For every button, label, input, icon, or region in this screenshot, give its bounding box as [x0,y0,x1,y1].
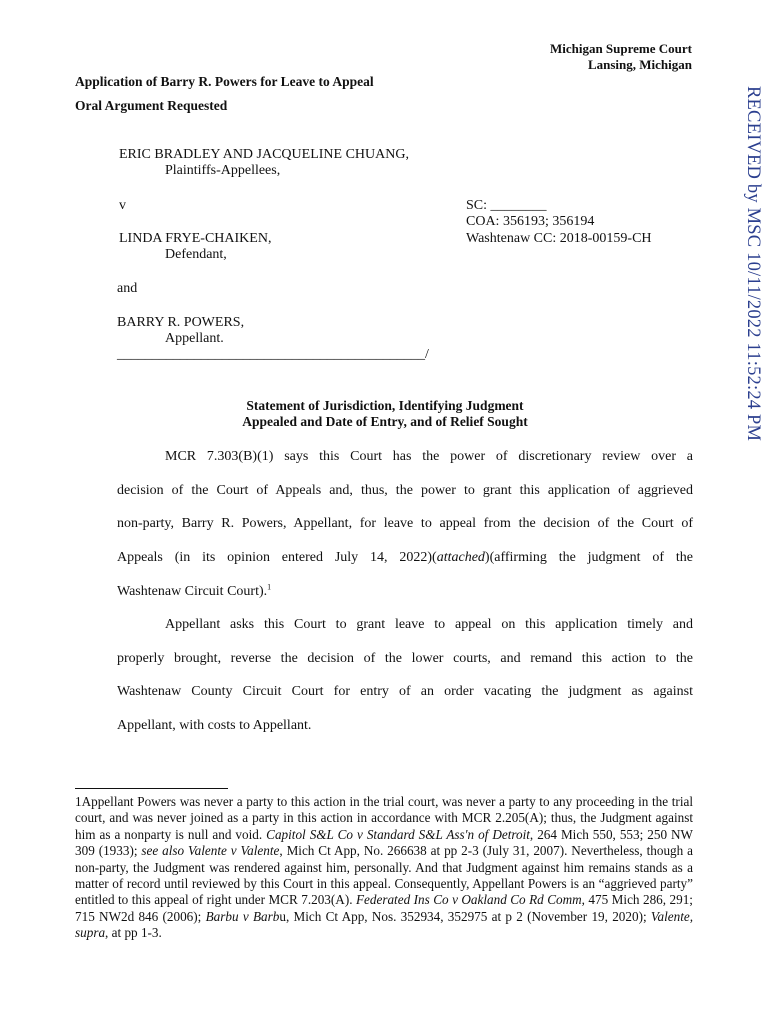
case-citation-capitol: Capitol S&L Co v Standard S&L Ass'n of Detroit [266,826,530,842]
oral-argument-request: Oral Argument Requested [75,98,228,113]
para1-line3: non-party, Barry R. Powers, Appellant, for leave to appeal from the decision of the Court of [117,516,693,531]
court-block [550,41,692,73]
footnote-ref[interactable]: 1 [267,582,272,592]
footnote-text-4: , 475 Mich 286, 291; 715 NW2d 846 (2006); [75,892,693,924]
statement-heading-line2: Appealed and Date of Entry, and of Relief Sought [242,414,528,429]
plaintiffs-name: ERIC BRADLEY AND JACQUELINE CHUANG, [119,147,409,162]
coa-number: COA: 356193; 356194 [466,214,595,229]
sc-number: SC: ________ [466,198,547,213]
defendant-name: LINDA FRYE-CHAIKEN, [119,231,272,246]
footnote-1 [75,794,693,942]
footnote-text-5: u, Mich Ct App, Nos. 352934, 352975 at p 2 (November 19, 2020); [279,908,651,924]
statement-heading [75,398,695,430]
para1-line4-start: Appeals (in its opinion entered July 14, 2022)( [117,550,437,565]
circuit-court-number: Washtenaw CC: 2018-00159-CH [466,231,652,246]
case-citation-valente-supra: Valente, supra [75,908,694,941]
para1-line4-end: )(affirming the judgment of the [484,550,693,565]
footnote-text-3: , Mich Ct App, No. 266638 at pp 2-3 (July 31, 2007). Nevertheless, though a non-party, the Judgment was rendered against him, personally. And that Judgment against him remains stands as a matter of record until reviewed by this Court in this appeal. Consequently, Appellant Powers is an “aggrieved party” entitled to this appeal of right under MCR 7.203(A). [75,843,693,908]
document-title: Application of Barry R. Powers for Leave to Appeal [75,74,374,89]
versus: v [119,198,126,213]
para1-line5-text: Washtenaw Circuit Court). [117,584,268,599]
received-stamp: RECEIVED by MSC 10/11/2022 11:52:24 PM [743,86,763,442]
footnote-text-2: , 264 Mich 550, 553; 250 NW 309 (1933); [75,826,693,859]
appellant-name: BARRY R. POWERS, [117,315,245,330]
caption-underline: ____________________________________________/ [117,347,429,362]
plaintiffs-role: Plaintiffs-Appellees, [165,163,281,178]
court-name: Michigan Supreme Court [549,41,692,56]
para1-line4 [117,550,693,566]
case-citation-valente: see also Valente v Valente [141,843,280,859]
case-citation-federated: Federated Ins Co v Oakland Co Rd Comm [355,892,582,908]
para1-line5 [117,584,693,600]
court-location: Lansing, Michigan [587,57,692,72]
para2-line4: Appellant, with costs to Appellant. [117,718,312,733]
statement-heading-line1: Statement of Jurisdiction, Identifying Judgment [246,398,524,413]
para2-line2: properly brought, reverse the decision of the lower courts, and remand this action to the [117,651,693,666]
appellant-role: Appellant. [165,331,224,346]
para1-line2: decision of the Court of Appeals and, thus, the power to grant this application of aggrieved [117,483,693,498]
defendant-role: Defendant, [165,247,227,262]
footnote-text-6: , at pp 1-3. [105,925,162,941]
para2-line3: Washtenaw County Circuit Court for entry of an order vacating the judgment as against [117,684,693,699]
footnote-separator [75,788,228,789]
para2-line1: Appellant asks this Court to grant leave to appeal on this application timely and [165,617,693,632]
footnote-text-1: 1Appellant Powers was never a party to this action in the trial court, was never a party to any proceeding in the trial court, and was never joined as a party in this action in accordance with MCR 2.205(A); thus, the Judgment against him as a nonparty is null and void. [75,794,693,842]
attached-note: attached [436,550,485,565]
para1-line1: MCR 7.303(B)(1) says this Court has the power of discretionary review over a [165,449,693,464]
case-citation-barbu: Barbu v Barb [205,908,280,924]
and-connector: and [117,281,138,296]
